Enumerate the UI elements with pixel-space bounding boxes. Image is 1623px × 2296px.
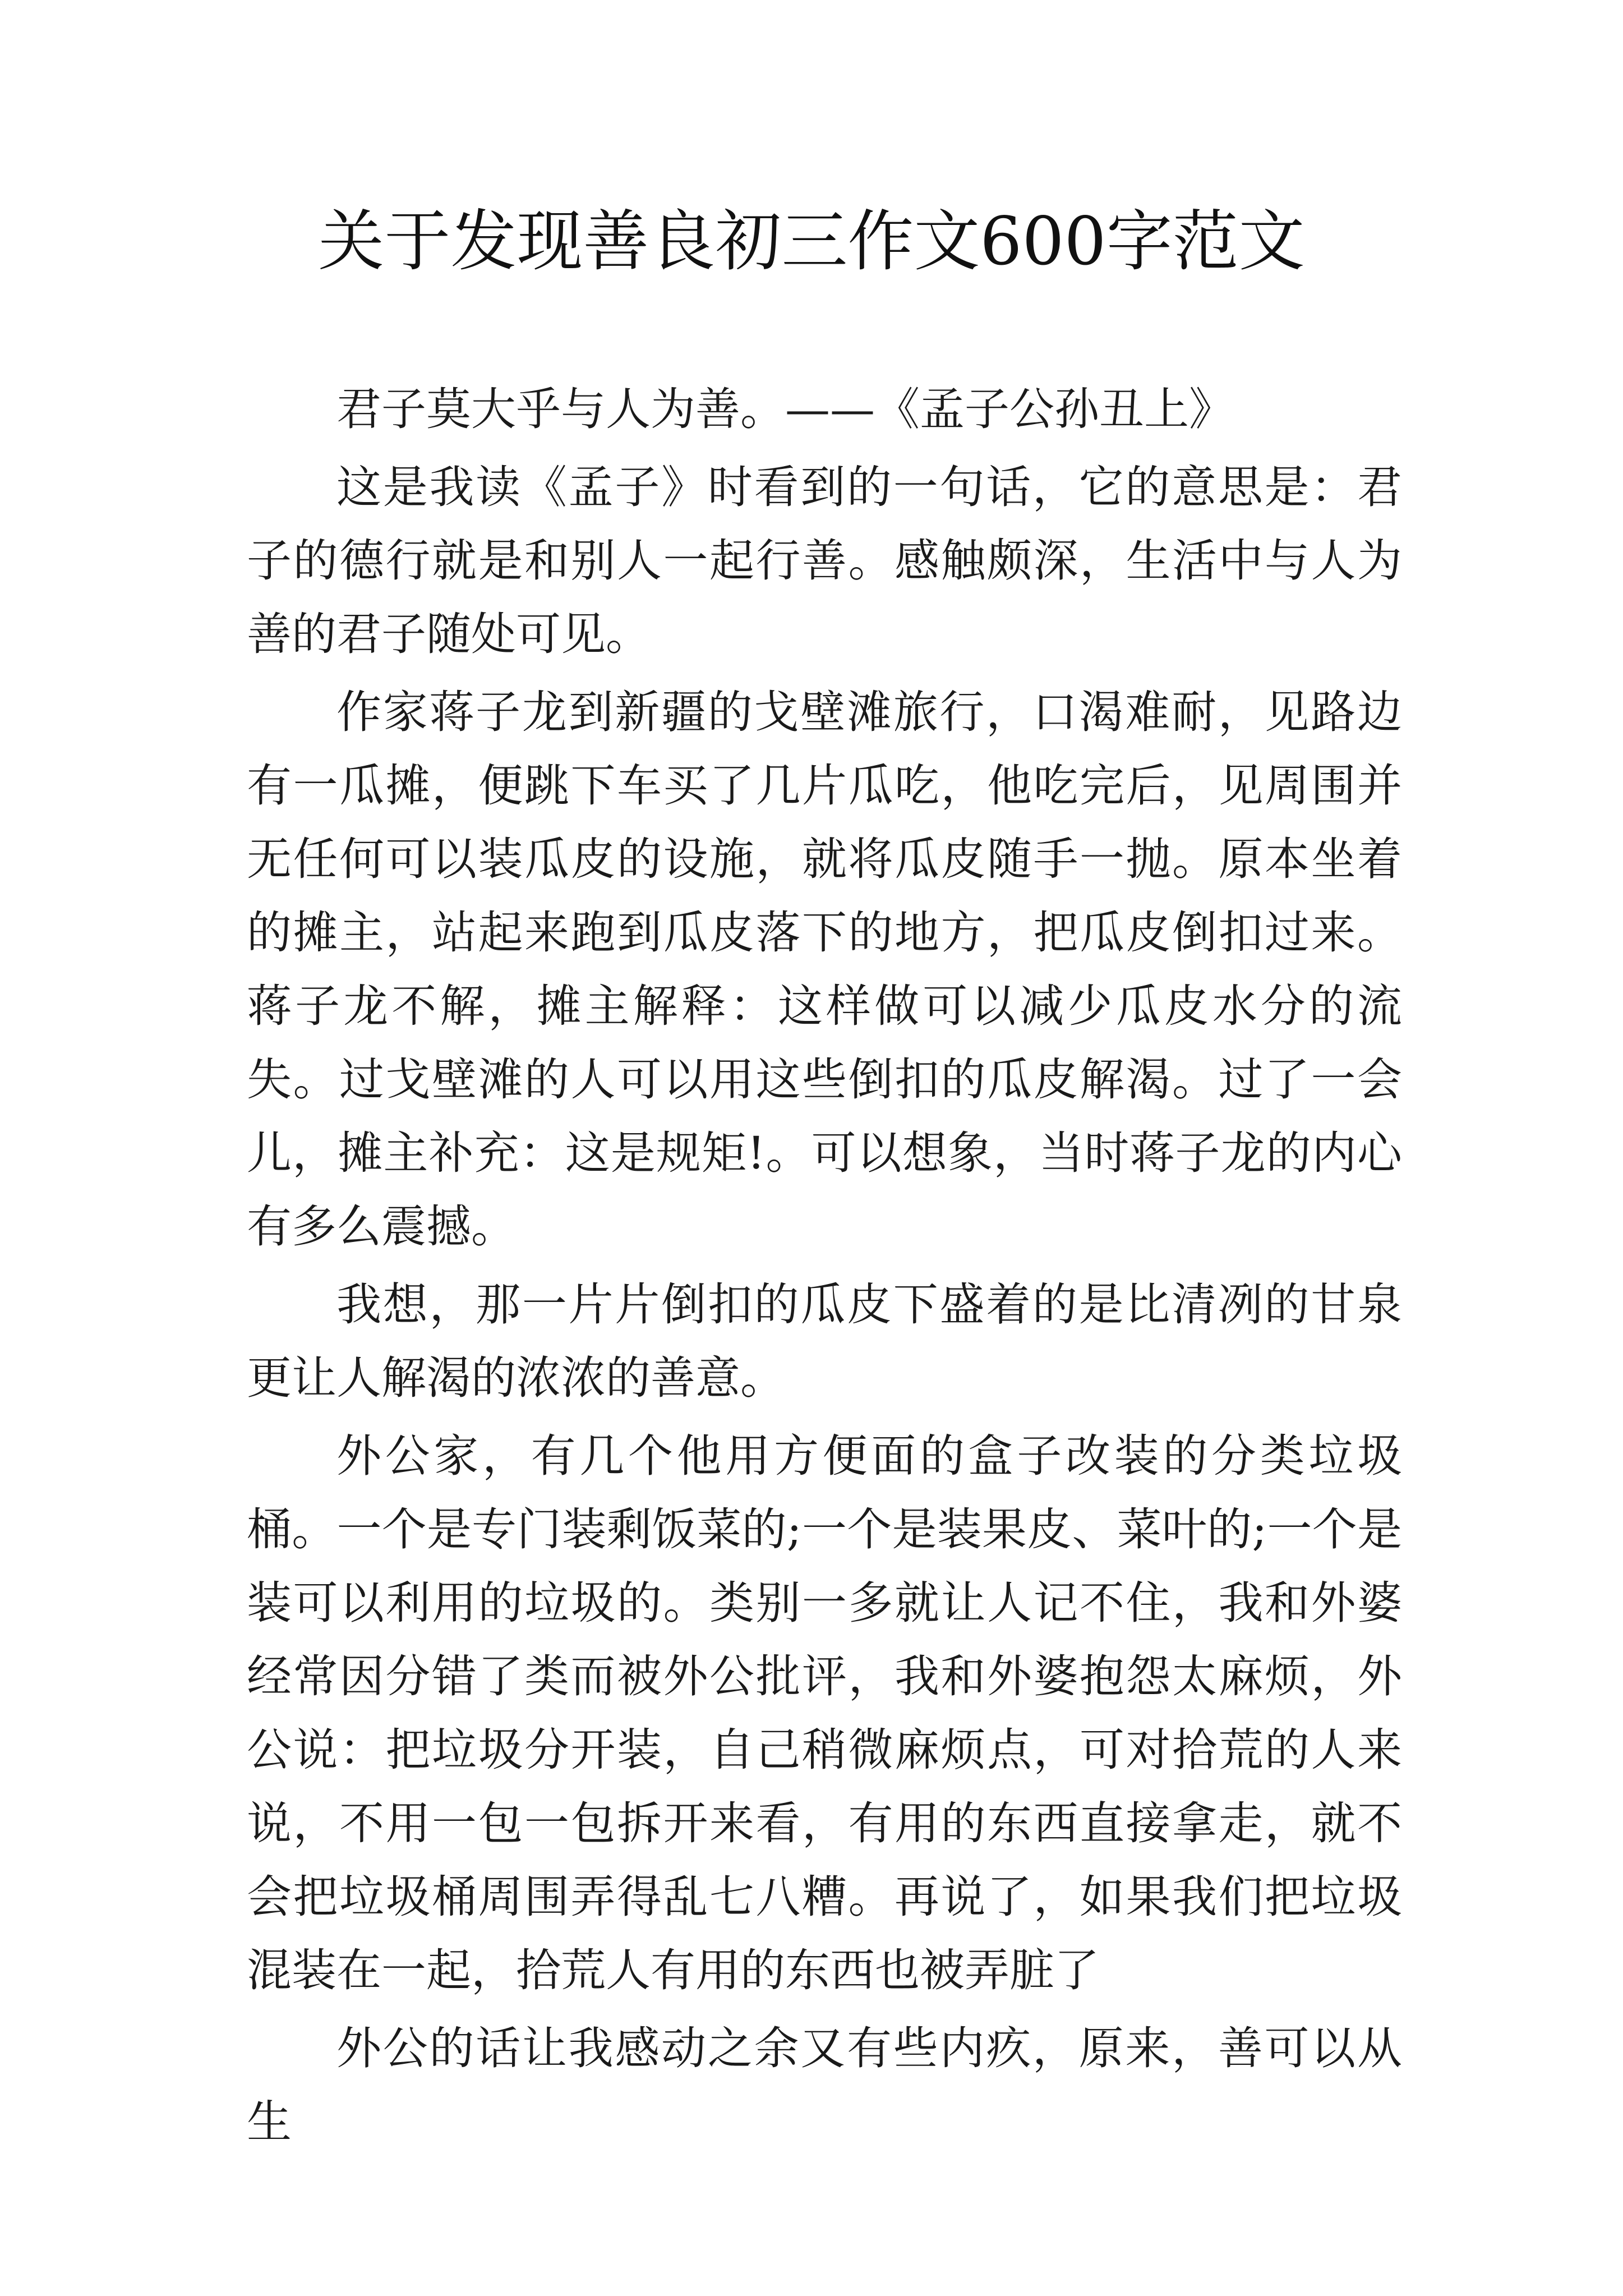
document-title: 关于发现善良初三作文600字范文 [318, 203, 1305, 280]
paragraph-quote: 君子莫大乎与人为善。——《孟子公孙丑上》 [336, 383, 1234, 435]
document-body [247, 372, 1402, 2163]
paragraph-closing: 外公的话让我感动之余又有些内疚，原来，善可以从生 [247, 2022, 1402, 2148]
paragraph-reflection: 我想，那一片片倒扣的瓜皮下盛着的是比清冽的甘泉更让人解渴的浓浓的善意。 [247, 1278, 1402, 1404]
paragraph-melon-story: 作家蒋子龙到新疆的戈壁滩旅行，口渴难耐，见路边有一瓜摊，便跳下车买了几片瓜吃，他吃完后，见周围并无任何可以装瓜皮的设施，就将瓜皮随手一抛。原本坐着的摊主，站起来跑到瓜皮落下的地方，把瓜皮倒扣过来。蒋子龙不解，摊主解释：这样做可以减少瓜皮水分的流失。过戈壁滩的人可以用这些倒扣的瓜皮解渴。过了一会儿，摊主补充：这是规矩!。可以想象，当时蒋子龙的内心有多么震撼。 [247, 686, 1402, 1253]
paragraph-grandpa-bins: 外公家，有几个他用方便面的盒子改装的分类垃圾桶。一个是专门装剩饭菜的;一个是装果皮、菜叶的;一个是装可以利用的垃圾的。类别一多就让人记不住，我和外婆经常因分错了类而被外公批评，我和外婆抱怨太麻烦，外公说：把垃圾分开装，自己稍微麻烦点，可对拾荒的人来说，不用一包一包拆开来看，有用的东西直接拿走，就不会把垃圾桶周围弄得乱七八糟。再说了，如果我们把垃圾混装在一起，拾荒人有用的东西也被弄脏了 [247, 1430, 1402, 1996]
paragraph-mencius: 这是我读《孟子》时看到的一句话，它的意思是：君子的德行就是和别人一起行善。感触颇深，生活中与人为善的君子随处可见。 [247, 461, 1402, 660]
